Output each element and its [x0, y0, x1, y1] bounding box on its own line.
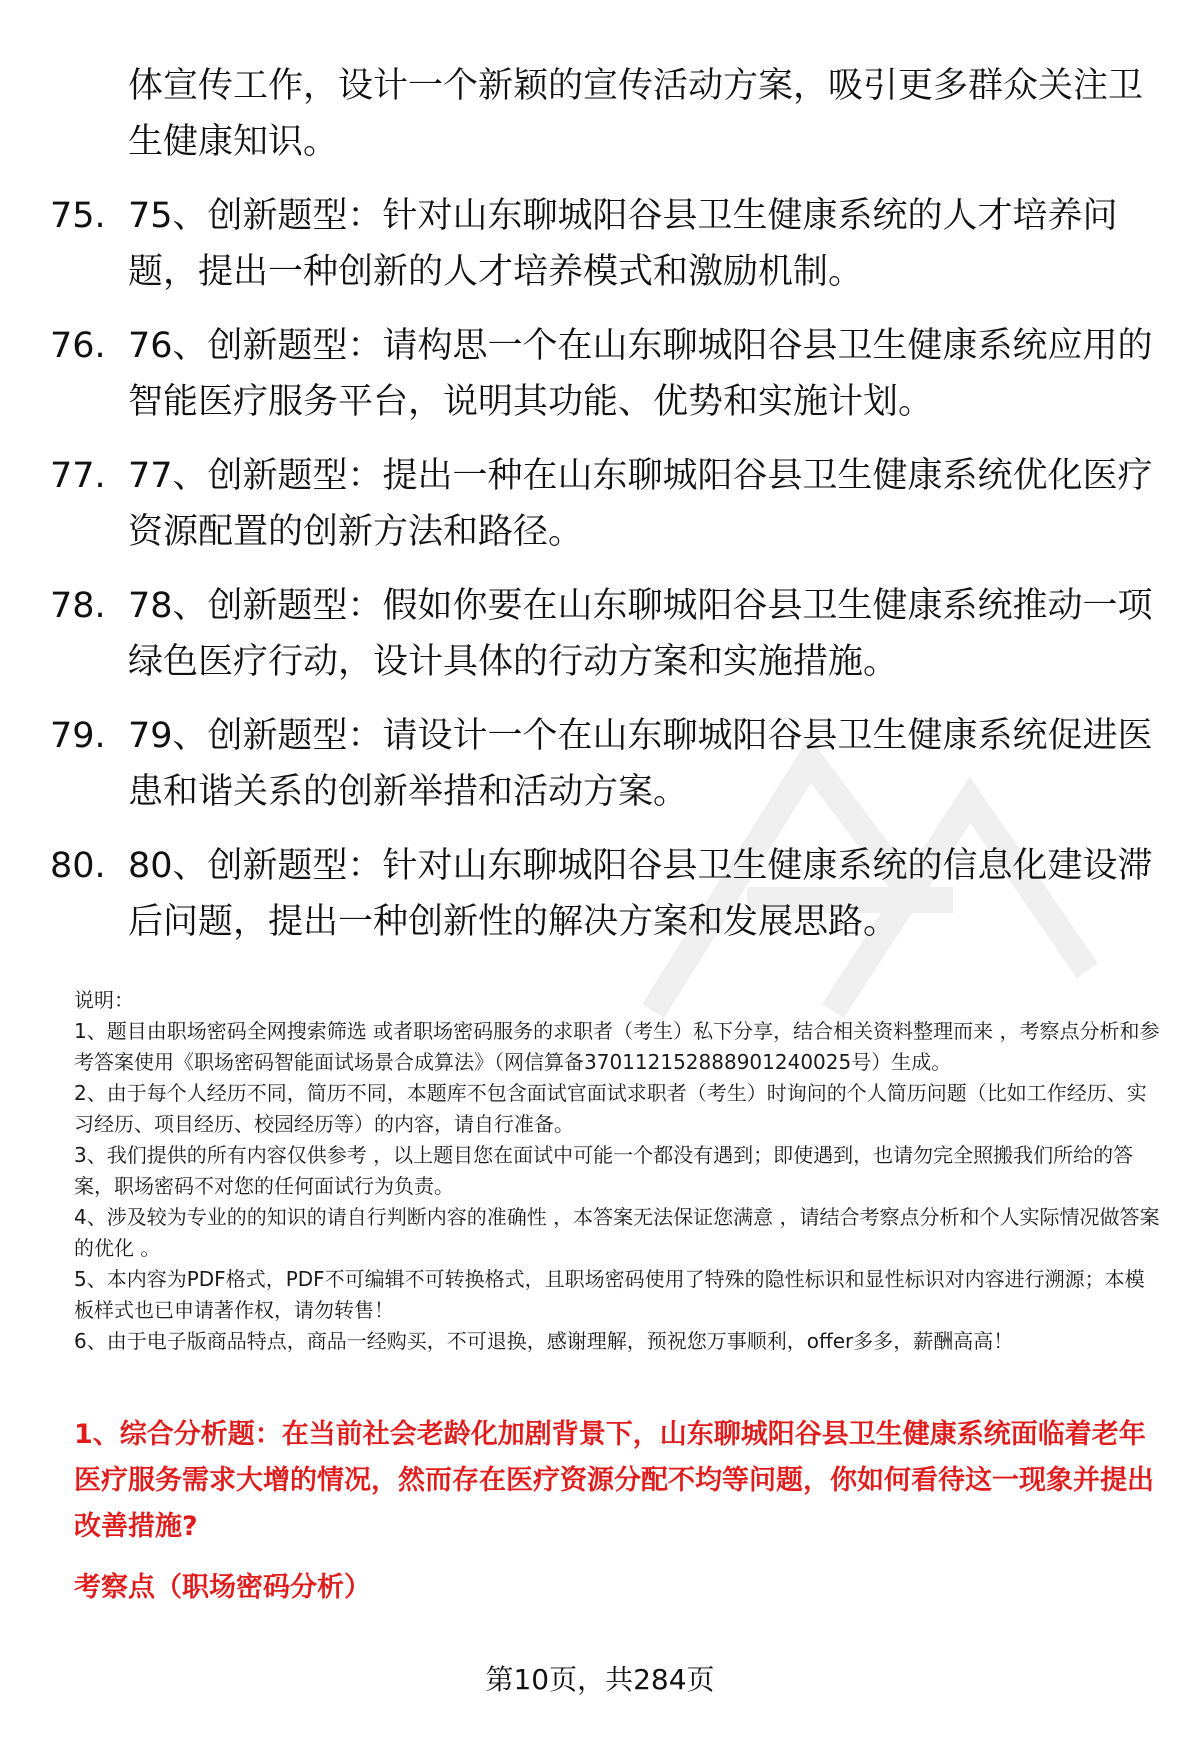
item-number: 75. [50, 196, 106, 236]
item-number: 78. [50, 586, 106, 626]
note-line: 5、本内容为PDF格式，PDF不可编辑不可转换格式，且职场密码使用了特殊的隐性标识和显性标识对内容进行溯源；本模板样式也已申请著作权，请勿转售！ [74, 1267, 1145, 1322]
list-item [50, 448, 1160, 560]
continued-paragraph: 体宣传工作，设计一个新颖的宣传活动方案，吸引更多群众关注卫生健康知识。 [128, 66, 1144, 162]
notes-heading: 说明： [74, 988, 134, 1012]
item-text: 80、创新题型：针对山东聊城阳谷县卫生健康系统的信息化建设滞后问题，提出一种创新性的解决方案和发展思路。 [128, 846, 1153, 942]
item-text: 79、创新题型：请设计一个在山东聊城阳谷县卫生健康系统促进医患和谐关系的创新举措和活动方案。 [128, 716, 1153, 812]
item-text: 78、创新题型：假如你要在山东聊城阳谷县卫生健康系统推动一项绿色医疗行动，设计具体的行动方案和实施措施。 [128, 586, 1153, 682]
item-text: 77、创新题型：提出一种在山东聊城阳谷县卫生健康系统优化医疗资源配置的创新方法和路径。 [128, 456, 1153, 552]
page-footer: 第10页，共284页 [485, 1663, 715, 1696]
item-text: 76、创新题型：请构思一个在山东聊城阳谷县卫生健康系统应用的智能医疗服务平台，说明其功能、优势和实施计划。 [128, 326, 1153, 422]
item-number: 79. [50, 716, 106, 756]
list-item [50, 838, 1160, 950]
item-number: 77. [50, 456, 106, 496]
note-line: 2、由于每个人经历不同，简历不同，本题库不包含面试官面试求职者（考生）时询问的个人简历问题（比如工作经历、实习经历、项目经历、校园经历等）的内容，请自行准备。 [74, 1081, 1147, 1136]
question-list [50, 188, 1160, 968]
note-line: 6、由于电子版商品特点，商品一经购买，不可退换，感谢理解，预祝您万事顺利，offer多多，薪酬高高！ [74, 1329, 1014, 1353]
note-line: 1、题目由职场密码全网搜索筛选 或者职场密码服务的求职者（考生）私下分享，结合相关资料整理而来 ，考察点分析和参考答案使用《职场密码智能面试场景合成算法》（网信算备370112152888901240025号）生成。 [74, 1019, 1160, 1074]
list-item [50, 578, 1160, 690]
notes-section [74, 985, 1164, 1357]
note-line: 4、涉及较为专业的的知识的请自行判断内容的准确性 ，本答案无法保证您满意 ，请结合考察点分析和个人实际情况做答案的优化 。 [74, 1205, 1160, 1260]
list-item [50, 708, 1160, 820]
question-heading: 1、综合分析题：在当前社会老龄化加剧背景下，山东聊城阳谷县卫生健康系统面临着老年医疗服务需求大增的情况，然而存在医疗资源分配不均等问题，你如何看待这一现象并提出改善措施? [74, 1419, 1154, 1542]
list-item [50, 318, 1160, 430]
item-number: 76. [50, 326, 106, 366]
item-text: 75、创新题型：针对山东聊城阳谷县卫生健康系统的人才培养问题，提出一种创新的人才培养模式和激励机制。 [128, 196, 1118, 292]
item-number: 80. [50, 846, 106, 886]
note-line: 3、我们提供的所有内容仅供参考 ，以上题目您在面试中可能一个都没有遇到；即使遇到，也请勿完全照搬我们所给的答案，职场密码不对您的任何面试行为负责。 [74, 1143, 1134, 1198]
list-item [50, 188, 1160, 300]
section-label: 考察点（职场密码分析） [74, 1572, 371, 1603]
